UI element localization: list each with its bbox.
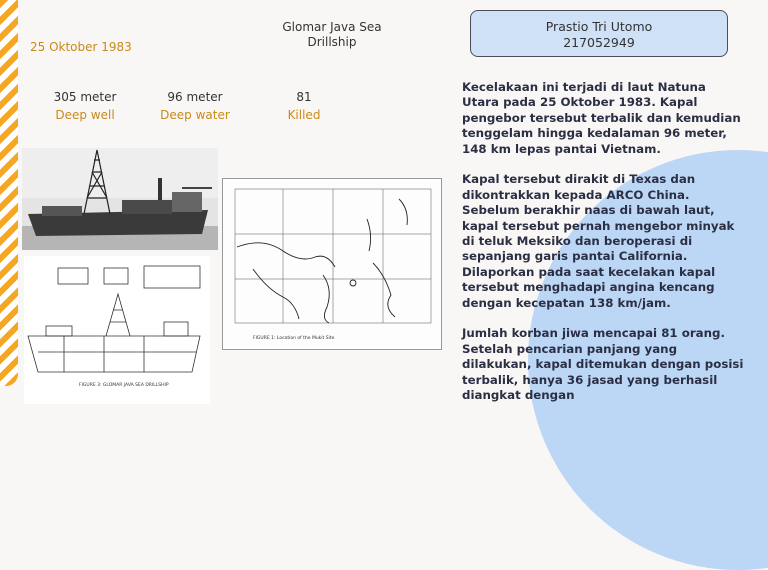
ship-schematic-figure	[24, 256, 210, 404]
stat-deep-water	[150, 88, 240, 124]
drillship-photo	[22, 148, 218, 250]
stat-label: Killed	[287, 108, 321, 122]
title-line-1: Glomar Java Sea	[282, 20, 382, 34]
article-body	[462, 80, 744, 419]
stat-value: 96 meter	[167, 90, 223, 104]
paragraph-3: Jumlah korban jiwa mencapai 81 orang. Setelah pencarian panjang yang dilakukan, kapal ditemukan dengan posisi terbalik, hanya 36 jasad yang berhasil diangkat dengan	[462, 326, 744, 403]
page-title	[252, 20, 412, 50]
stat-value: 81	[296, 90, 312, 104]
author-name: Prastio Tri Utomo	[545, 19, 653, 34]
stat-deep-well	[40, 88, 130, 124]
location-map-figure	[222, 178, 442, 350]
decorative-stripe-bar	[0, 0, 18, 386]
stat-label: Deep water	[160, 108, 230, 122]
paragraph-2: Kapal tersebut dirakit di Texas dan dikontrakkan kepada ARCO China. Sebelum berakhir naas di bawah laut, kapal tersebut pernah mengebor minyak di teluk Meksiko dan beroperasi di sepanjang garis pantai California. Dilaporkan pada saat kecelakan kapal tersebut menghadapi angina kencang dengan kecepatan 138 km/jam.	[462, 172, 735, 310]
author-id: 217052949	[563, 35, 635, 50]
title-line-2: Drillship	[307, 35, 357, 49]
map-figure-caption: FIGURE 1: Location of the Mukit Site	[253, 336, 335, 341]
stat-label: Deep well	[55, 108, 115, 122]
author-box	[470, 10, 728, 57]
stat-killed	[264, 88, 344, 124]
paragraph-1: Kecelakaan ini terjadi di laut Natuna Utara pada 25 Oktober 1983. Kapal pengebor tersebut terbalik dan kemudian tenggelam hingga kedalaman 96 meter, 148 km lepas pantai Vietnam.	[462, 80, 741, 156]
event-date: 25 Oktober 1983	[30, 40, 132, 54]
stat-value: 305 meter	[53, 90, 117, 104]
ship-figure-caption: FIGURE 3: GLOMAR JAVA SEA DRILLSHIP	[79, 383, 169, 388]
